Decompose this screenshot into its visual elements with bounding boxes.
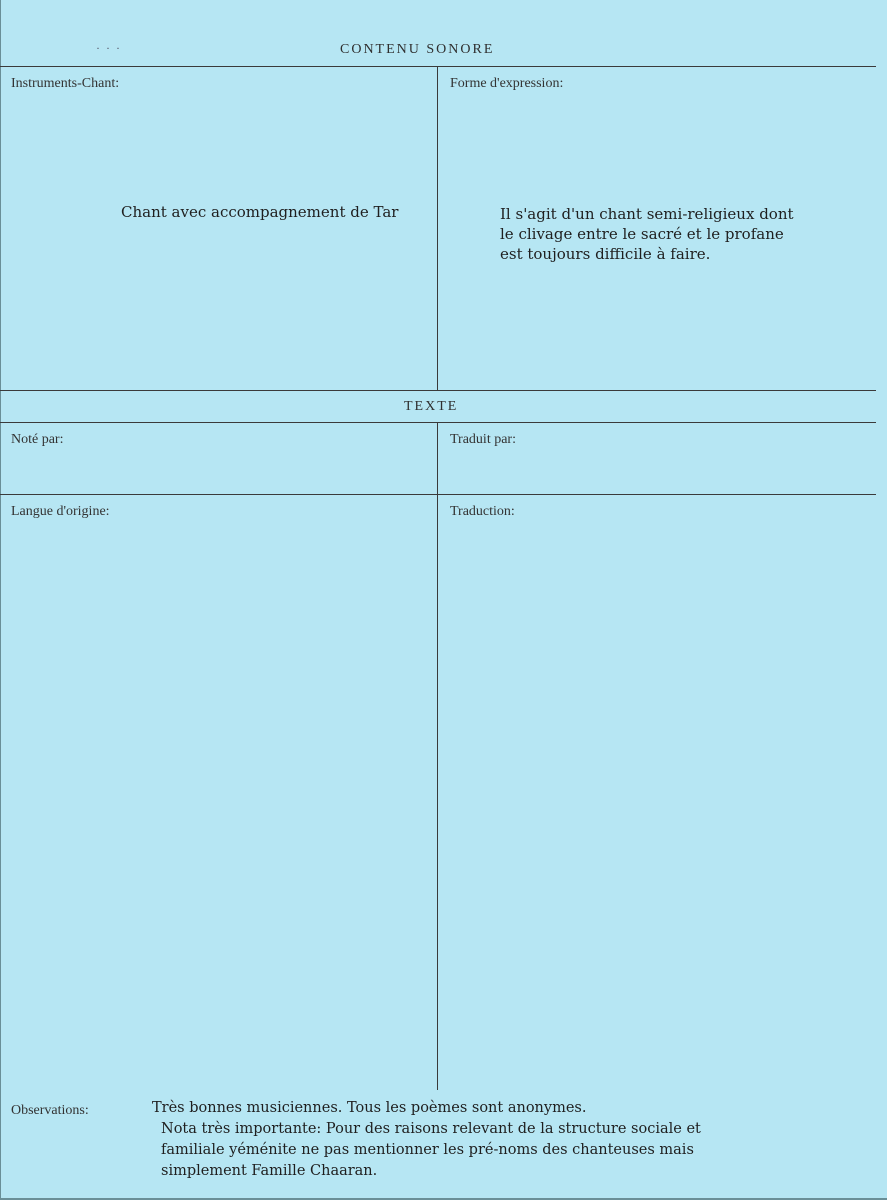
divider-contenu-bottom: [0, 390, 876, 391]
observations-line-1: Très bonnes musiciennes. Tous les poèmes sont anonymes.: [152, 1100, 587, 1116]
note-par-label: Noté par:: [11, 432, 64, 447]
divider-top: [0, 66, 876, 67]
traduction-label: Traduction:: [450, 504, 515, 519]
column-divider-texte: [437, 422, 438, 1090]
forme-line-2: le clivage entre le sacré et le profane: [500, 225, 784, 243]
observations-label: Observations:: [11, 1103, 89, 1118]
forme-line-3: est toujours difficile à faire.: [500, 245, 711, 263]
speck-marks: ···: [96, 41, 126, 55]
divider-texte-top: [0, 422, 876, 423]
traduit-par-label: Traduit par:: [450, 432, 516, 447]
page-edge-left: [0, 0, 1, 1200]
column-divider-contenu: [437, 66, 438, 390]
instruments-chant-value: [121, 202, 398, 222]
forme-expression-label: Forme d'expression:: [450, 76, 564, 91]
observations-line-3: familiale yéménite ne pas mentionner les pré-noms des chanteuses mais: [161, 1142, 694, 1158]
observations-line-4: simplement Famille Chaaran.: [161, 1163, 378, 1179]
instruments-chant-label: Instruments-Chant:: [11, 76, 120, 91]
observations-line-2: Nota très importante: Pour des raisons relevant de la structure sociale et: [161, 1121, 701, 1137]
section-heading-texte: TEXTE: [404, 399, 459, 414]
section-heading-contenu-sonore: CONTENU SONORE: [340, 42, 495, 57]
langue-origine-label: Langue d'origine:: [11, 504, 110, 519]
forme-line-1: Il s'agit d'un chant semi-religieux dont: [500, 205, 794, 223]
instruments-chant-text: Chant avec accompagnement de Tar: [121, 203, 399, 221]
divider-langue-top: [0, 494, 876, 495]
forme-expression-value: [500, 204, 794, 264]
observations-line-1-block: [152, 1098, 586, 1119]
observations-note-block: [161, 1119, 701, 1182]
